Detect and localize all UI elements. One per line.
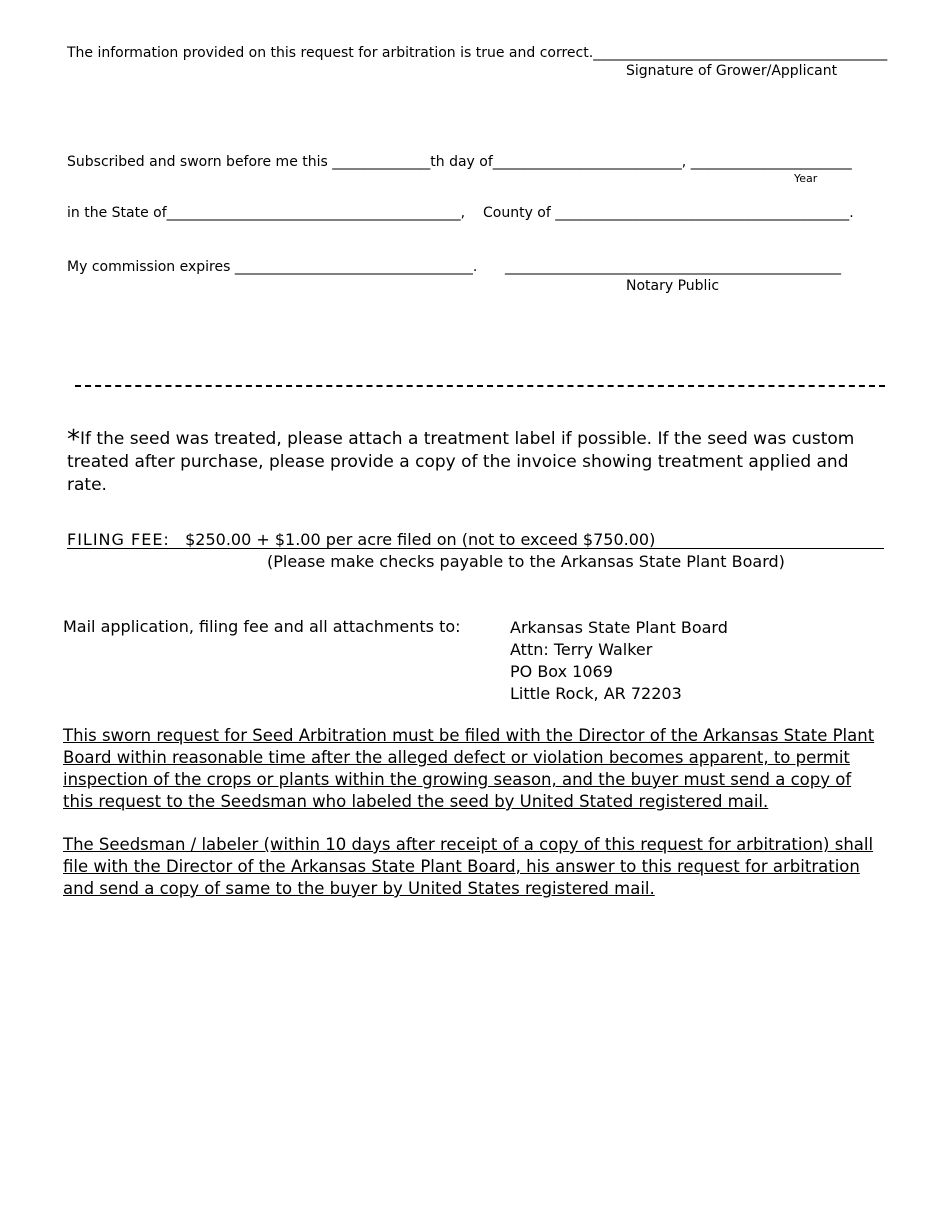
day-of-label: th day of	[430, 154, 493, 170]
treatment-note	[67, 425, 887, 497]
day-field[interactable]: ______________	[332, 154, 431, 170]
notary-caption: Notary Public	[626, 278, 720, 294]
treatment-note-text: If the seed was treated, please attach a treatment label if possible. If the seed was custom treated after purchase, please provide a copy of the invoice showing treatment applied and rate.	[67, 429, 855, 495]
state-field[interactable]: __________________________________________	[166, 205, 461, 221]
address-line: Attn: Terry Walker	[510, 640, 653, 659]
filing-fee-amount: $250.00 + $1.00 per acre filed on (not to exceed $750.00)	[185, 530, 656, 549]
notary-signature-field[interactable]: ________________________________________________	[505, 259, 841, 275]
filing-fee-line	[67, 530, 655, 549]
seedsman-instruction-paragraph: The Seedsman / labeler (within 10 days after receipt of a copy of this request for arbitration) shall file with the Director of the Arkansas State Plant Board, his answer to this request for arbitration and send a copy of same to the buyer by United States registered mail.	[63, 835, 874, 898]
subscribed-line	[67, 154, 852, 170]
mailing-address	[510, 617, 728, 705]
filing-fee-underline	[67, 548, 884, 549]
signature-caption: Signature of Grower/Applicant	[626, 63, 838, 79]
address-line: Arkansas State Plant Board	[510, 618, 728, 637]
state-comma: ,	[460, 205, 466, 221]
asterisk-marker: *	[67, 425, 80, 455]
address-line: Little Rock, AR 72203	[510, 684, 682, 703]
filing-instruction-paragraph: This sworn request for Seed Arbitration must be filed with the Director of the Arkansas State Plant Board within reasonable time after the alleged defect or violation becomes apparent, to permit inspection of the crops or plants within the growing season, and the buyer must send a copy of this request to the Seedsman who labeled the seed by United Stated registered mail.	[63, 726, 875, 811]
date-comma: ,	[681, 154, 687, 170]
commission-line	[67, 259, 477, 275]
subscribed-label: Subscribed and sworn before me this	[67, 154, 328, 170]
county-line	[483, 205, 854, 221]
certification-line	[67, 45, 887, 61]
filing-fee-label: FILING FEE:	[67, 530, 170, 549]
year-field[interactable]: _______________________	[690, 154, 852, 170]
certification-statement: The information provided on this request for arbitration is true and correct.	[67, 45, 594, 61]
payable-note: (Please make checks payable to the Arkansas State Plant Board)	[267, 552, 785, 571]
county-field[interactable]: __________________________________________.	[555, 205, 854, 221]
state-label: in the State of	[67, 205, 167, 221]
address-line: PO Box 1069	[510, 662, 613, 681]
month-field[interactable]: ___________________________	[492, 154, 682, 170]
state-county-line	[67, 205, 465, 221]
county-label: County of	[483, 205, 551, 221]
cut-line-separator	[75, 385, 885, 387]
commission-label: My commission expires	[67, 259, 231, 275]
signature-field[interactable]: __________________________________________	[593, 45, 888, 61]
year-caption: Year	[794, 172, 818, 185]
mailing-label: Mail application, filing fee and all attachments to:	[63, 617, 461, 636]
commission-field[interactable]: __________________________________.	[234, 259, 478, 275]
